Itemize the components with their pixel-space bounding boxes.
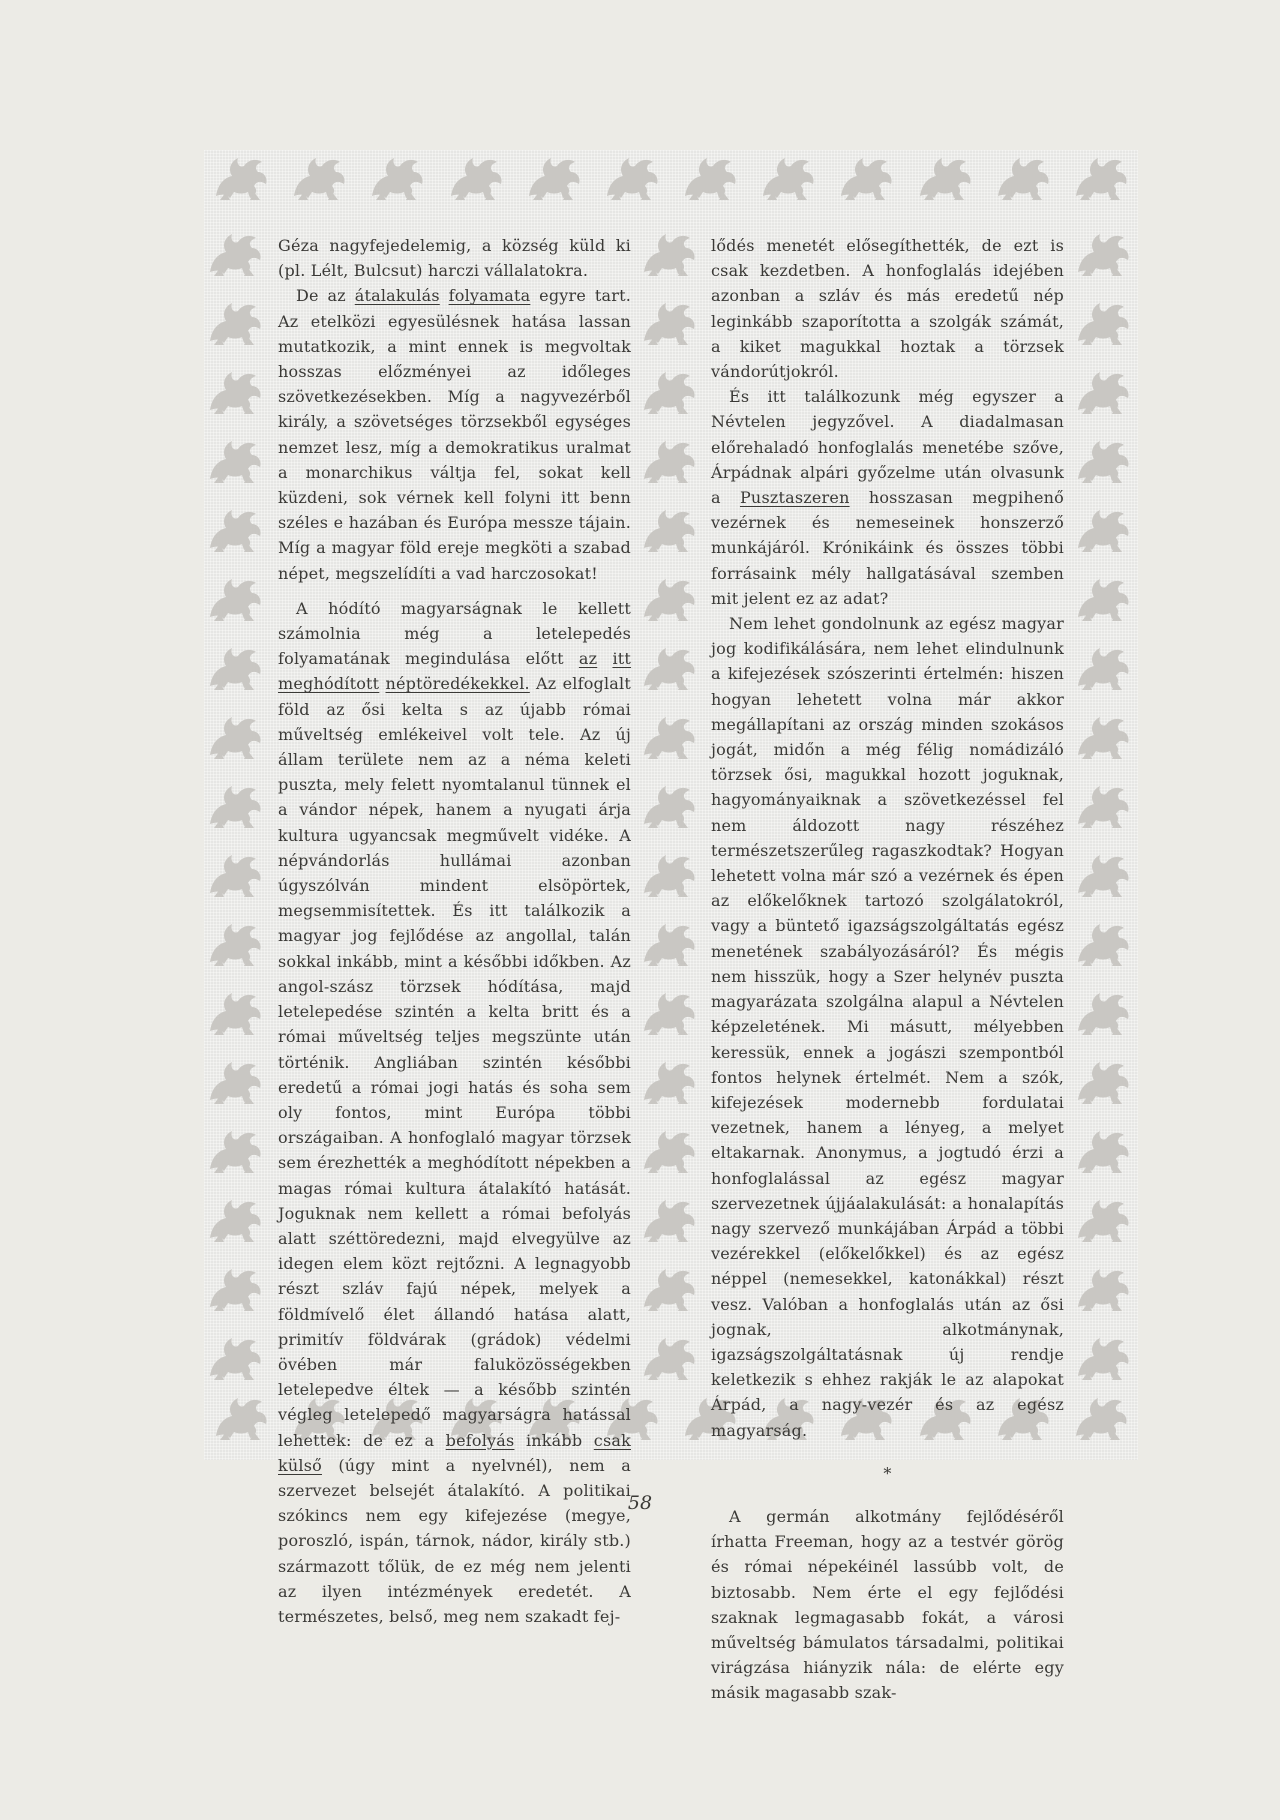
griffin-motif-icon <box>1072 1261 1134 1315</box>
griffin-motif-icon <box>1072 364 1134 418</box>
griffin-motif-icon <box>204 847 266 901</box>
underlined-word: befolyás <box>445 1430 515 1450</box>
griffin-motif-icon <box>1072 295 1134 349</box>
griffin-motif-icon <box>638 709 700 763</box>
griffin-motif-icon <box>1072 1192 1134 1246</box>
griffin-motif-icon <box>204 985 266 1039</box>
section-separator: * <box>883 1463 892 1483</box>
griffin-motif-icon <box>638 433 700 487</box>
griffin-motif-icon <box>204 640 266 694</box>
griffin-motif-icon <box>204 364 266 418</box>
griffin-motif-icon <box>1070 1390 1132 1444</box>
griffin-motif-icon <box>638 1330 700 1384</box>
griffin-motif-icon <box>204 709 266 763</box>
griffin-motif-icon <box>1072 778 1134 832</box>
griffin-motif-icon <box>1072 847 1134 901</box>
griffin-motif-icon <box>757 150 819 204</box>
griffin-motif-icon <box>638 916 700 970</box>
griffin-motif-icon <box>638 571 700 625</box>
paragraph: A hódító magyarságnak le kellett számolnia még a letelepedés folyamatának megindulása előtt az itt meghódított néptöredékekkel. Az elfoglalt föld az ősi kelta s az újabb római műveltség emlékeivel volt tele. Az új állam területe nem az a néma keleti puszta, mely felett nyomtalanul tünnek el a vándor népek, hanem a nyugati árja kultura ugyancsak megművelt vidéke. A népvándorlás hullámai azonban úgyszólván mindent elsöpörtek, megsemmisítettek. És itt találkozik a magyar jog fejlődése az angollal, talán sokkal inkább, mint a későbbi időkben. Az angol-szász törzsek hódítása, majd letelepedése szintén a kelta britt és a római műveltség teljes megszünte után történik. Angliában szintén későbbi eredetű a római jogi hatás és soha sem oly fontos, mint Európa többi országaiban. A honfoglaló magyar törzsek sem érezhették a meghódított népekben a magas római kultura átalakító hatását. Joguknak nem kellett a római befolyás alatt széttöredezni, majd elvegyülve az idegen elem közt rejtőzni. A legnagyobb részt szláv fajú népek, melyek a földmívelő élet állandó hatása alatt, primitív földvárak (grádok) védelmi övében már faluközösségekben letelepedve éltek — a később szintén végleg letelepedő magyarságra hatással lehettek: de ez a befolyás inkább csak külső (úgy mint a nyelvnél), nem a szervezet belsejét átalakító. A politikai szókincs nem egy kifejezése (megye, poroszló, ispán, tárnok, nádor, király stb.) származott tőlük, de ez még nem jelenti az ilyen intézmények eredetét. A természetes, belső, meg nem szakadt fej- <box>278 598 632 1626</box>
griffin-motif-icon <box>1072 433 1134 487</box>
griffin-motif-icon <box>638 1123 700 1177</box>
underlined-word: néptöredékekkel. <box>385 674 530 694</box>
underlined-word: csak <box>593 1430 631 1450</box>
griffin-motif-icon <box>835 150 897 204</box>
paragraph: És itt találkozunk még egyszer a Névtelen jegyzővel. A diadalmasan előrehaladó honfoglalás menetébe szőve, Árpádnak alpári győzelme után olvasunk a Pusztaszeren hosszasan megpihenő vezérnek és nemeseinek honszerző munkájáról. Krónikáink és összes többi forrásaink mély hallgatásával szemben mit jelent ez az adat? <box>711 387 1064 608</box>
griffin-motif-icon <box>601 150 663 204</box>
griffin-motif-icon <box>204 502 266 556</box>
griffin-motif-icon <box>1072 1123 1134 1177</box>
griffin-motif-icon <box>204 916 266 970</box>
griffin-motif-icon <box>1072 985 1134 1039</box>
griffin-motif-icon <box>1072 571 1134 625</box>
griffin-motif-icon <box>638 502 700 556</box>
griffin-motif-icon <box>1070 150 1132 204</box>
griffin-motif-icon <box>204 778 266 832</box>
ornament-border-middle <box>638 220 704 1390</box>
right-text-column <box>711 233 1064 1706</box>
griffin-motif-icon <box>638 985 700 1039</box>
griffin-motif-icon <box>1072 226 1134 280</box>
griffin-motif-icon <box>638 1192 700 1246</box>
griffin-motif-icon <box>679 150 741 204</box>
paragraph: lődés menetét elősegíthették, de ezt is csak kezdetben. A honfoglalás idejében azonban a szláv és más eredetű nép leginkább szaporította a szolgák számát, a kiket magukkal hoztak a törzsek vándorútjokról. <box>711 236 1064 382</box>
griffin-motif-icon <box>1072 502 1134 556</box>
griffin-motif-icon <box>1072 1054 1134 1108</box>
griffin-motif-icon <box>638 226 700 280</box>
ornament-border-top <box>204 150 1138 220</box>
griffin-motif-icon <box>288 150 350 204</box>
griffin-motif-icon <box>638 1054 700 1108</box>
ornament-border-right <box>1072 220 1138 1390</box>
underlined-word: meghódított <box>278 674 380 694</box>
griffin-motif-icon <box>1072 640 1134 694</box>
underlined-word: az <box>578 649 598 669</box>
paragraph: De az átalakulás folyamata egyre tart. Az etelközi egyesülésnek hatása lassan mutatkozik, a mint ennek is megvoltak hosszas előzményei az időleges szövetkezésekben. Míg a nagyvezérből király, a szövetséges törzsekből egységes nemzet lesz, míg a demokratikus uralmat a monarchikus váltja fel, sokat kell küzdeni, sok vérnek kell folyni itt benn széles e hazában és Európa messze tájain. Míg a magyar föld ereje megköti a szabad népet, megszelídíti a vad harczosokat! <box>278 286 632 583</box>
ornament-border-left <box>204 220 270 1390</box>
underlined-word: itt <box>612 649 632 669</box>
griffin-motif-icon <box>204 295 266 349</box>
griffin-motif-icon <box>638 847 700 901</box>
paragraph: Nem lehet gondolnunk az egész magyar jog kodifikálására, nem lehet elindulnunk a kifejezések szószerinti értelmén: hiszen hogyan lehetett volna már akkor megállapítani az ország minden szokásos jogát, midőn a még félig nomádizáló törzsek ősi, magukkal hozott joguknak, hagyományaiknak a szövetkezéssel fel nem áldozott nagy részéhez természetszerűleg ragaszkodtak? Hogyan lehetett volna már szó a vezérnek és épen az előkelőknek tartozó szolgálatokról, vagy a büntető igazságszolgáltatás egész menetének szabályozásáról? És mégis nem hisszük, hogy a Szer helynév puszta magyarázata szolgálna alapul a Névtelen képzeletének. Mi másutt, mélyebben keressük, ennek a jogászi szempontból fontos helynek értelmét. Nem a szók, kifejezések modernebb fordulatai vezetnek, hanem a lényeg, a melyet eltakarnak. Anonymus, a jogtudó érzi a honfoglalással az egész magyar szervezetnek újjáalakulását: a honalapítás nagy szervező munkájában Árpád a többi vezérekkel (előkelőkkel) és az egész néppel (nemesekkel, katonákkal) részt vesz. Valóban a honfoglalás után az ősi jognak, alkotmánynak, igazságszolgáltatásnak új rendje keletkezik s ehhez rakják le az alapokat Árpád, a nagy-vezér és az egész magyarság. <box>711 614 1064 1440</box>
griffin-motif-icon <box>366 150 428 204</box>
griffin-motif-icon <box>638 1261 700 1315</box>
paragraph: Géza nagyfejedelemig, a község küld ki (pl. Lélt, Bulcsut) harczi vállalatokra. <box>278 236 631 281</box>
griffin-motif-icon <box>204 571 266 625</box>
page-number: 58 <box>627 1492 653 1514</box>
underlined-word: folyamata <box>448 286 531 306</box>
griffin-motif-icon <box>992 150 1054 204</box>
griffin-motif-icon <box>204 226 266 280</box>
griffin-motif-icon <box>1072 916 1134 970</box>
underlined-word: külső <box>278 1455 322 1475</box>
griffin-motif-icon <box>523 150 585 204</box>
griffin-motif-icon <box>638 778 700 832</box>
griffin-motif-icon <box>204 1054 266 1108</box>
underlined-word: átalakulás <box>354 286 440 306</box>
griffin-motif-icon <box>204 1261 266 1315</box>
underlined-word: Pusztaszeren <box>739 488 850 508</box>
griffin-motif-icon <box>204 1123 266 1177</box>
griffin-motif-icon <box>914 150 976 204</box>
griffin-motif-icon <box>1072 1330 1134 1384</box>
griffin-motif-icon <box>204 1330 266 1384</box>
griffin-motif-icon <box>204 433 266 487</box>
griffin-motif-icon <box>1072 709 1134 763</box>
left-text-column <box>278 233 631 1629</box>
griffin-motif-icon <box>210 150 272 204</box>
griffin-motif-icon <box>445 150 507 204</box>
griffin-motif-icon <box>638 295 700 349</box>
griffin-motif-icon <box>638 640 700 694</box>
griffin-motif-icon <box>210 1390 272 1444</box>
griffin-motif-icon <box>204 1192 266 1246</box>
paragraph: A germán alkotmány fejlődéséről írhatta Freeman, hogy az a testvér görög és római népekéinél lassúbb volt, de biztosabb. Nem érte el egy fejlődési szaknak legmagasabb fokát, a városi műveltség bámulatos társadalmi, politikai virágzása hiányzik nála: de elérte egy másik magasabb szak- <box>711 1506 1064 1703</box>
griffin-motif-icon <box>638 364 700 418</box>
